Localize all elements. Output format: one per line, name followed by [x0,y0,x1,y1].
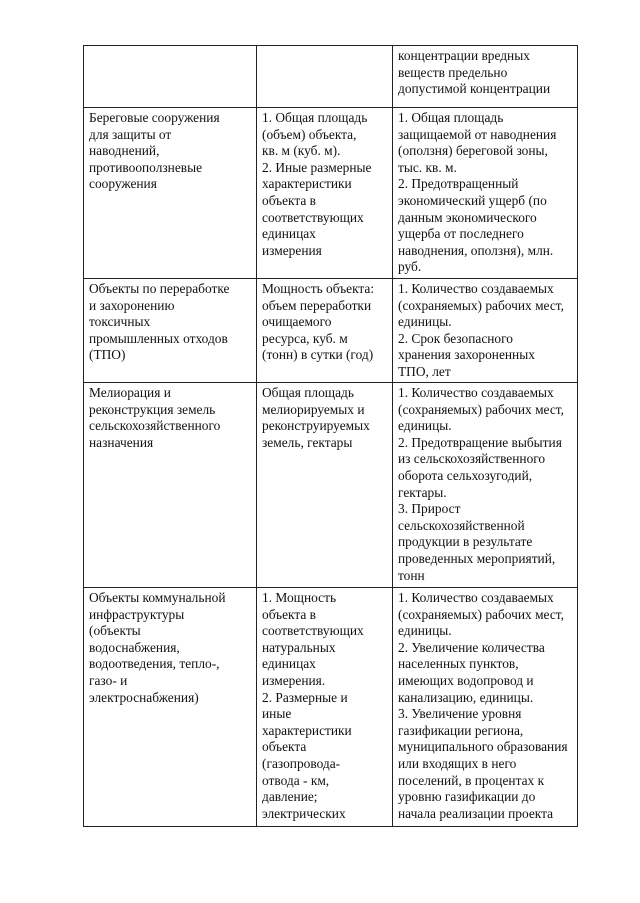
cell-text-line: тонн [398,567,425,583]
object-type-cell [84,588,257,827]
cell-text-line: 3. Увеличение уровня [398,706,522,722]
cell-text-line: измерения [262,242,322,258]
cell-text-line: характеристики [262,176,352,192]
cell-text-line: электрических [262,805,346,821]
table-row [84,588,578,827]
cell-text-line: единицы. [398,418,452,434]
cell-text-line: ТПО, лет [398,363,451,379]
object-type-cell [84,108,257,279]
cell-text-line: отвода - км, [262,772,330,788]
cell-text-line: канализацию, единицы. [398,689,534,705]
cell-text-line: натуральных [262,639,336,655]
cell-text-line: Объекты коммунальной [89,590,226,605]
cell-text-line: населенных пунктов, [398,656,519,672]
object-type-cell [84,279,257,383]
cell-text-line: (сохраняемых) рабочих мест, [398,606,564,622]
capacity-cell [257,108,393,279]
cell-text-line: реконструкция земель [89,401,216,417]
cell-text-line: (объекты [89,623,141,639]
cell-text-line: газификации региона, [398,722,524,738]
cell-text-line: единицах [262,656,316,672]
cell-text-line: наводнения, оползня), млн. [398,242,554,258]
cell-text-line: назначения [89,434,154,450]
cell-text-line: руб. [398,259,422,275]
table-row [84,383,578,588]
cell-text-line: (сохраняемых) рабочих мест, [398,297,564,313]
cell-text-line: 2. Увеличение количества [398,639,545,655]
cell-text-line: газо- и [89,672,128,688]
cell-text-line: единицы. [398,314,452,330]
cell-text-line: объекта [262,739,307,755]
cell-text-line: 1. Мощность [262,590,337,605]
cell-text-line: Мелиорация и [89,385,171,400]
cell-text-line: Общая площадь [262,385,354,400]
cell-text-line: уровню газификации до [398,789,536,805]
cell-text-line: объекта в [262,606,317,622]
cell-text-line: или входящих в него [398,755,517,771]
cell-text-line: сельскохозяйственного [89,418,221,434]
cell-text-line: Мощность объекта: [262,281,375,296]
cell-text-line: единицы. [398,623,452,639]
object-type-cell [84,383,257,588]
cell-text-line: хранения захороненных [398,347,535,363]
cell-text-line: проведенных мероприятий, [398,550,556,566]
cell-text-line: веществ предельно [398,64,508,80]
cell-text-line: 1. Количество создаваемых [398,281,554,296]
indicator-cell [393,588,578,827]
cell-text-line: земель, гектары [262,434,353,450]
cell-text-line: (газопровода- [262,755,341,771]
cell-text-line: очищаемого [262,314,332,330]
cell-text-line: допустимой концентрации [398,81,551,97]
cell-text-line: давление; [262,789,318,805]
cell-text-line: водоснабжения, [89,639,180,655]
indicator-cell [393,108,578,279]
cell-text-line: единицах [262,226,316,242]
cell-text-line: 2. Размерные и [262,689,348,705]
cell-text-line: Береговые сооружения [89,110,220,125]
capacity-cell [257,588,393,827]
cell-text-line: соответствующих [262,209,364,225]
cell-text-line: 1. Количество создаваемых [398,385,554,400]
table-row [84,279,578,383]
cell-text-line: защищаемой от наводнения [398,126,557,142]
cell-text-line: (оползня) береговой зоны, [398,143,548,159]
cell-text-line: 1. Общая площадь [398,110,504,125]
cell-text-line: ресурса, куб. м [262,330,348,346]
cell-text-line: инфраструктуры [89,606,185,622]
indicator-cell [393,279,578,383]
cell-text-line: 3. Прирост [398,501,461,517]
object-type-cell [84,46,257,108]
cell-text-line: водоотведения, тепло-, [89,656,220,672]
cell-text-line: (сохраняемых) рабочих мест, [398,401,564,417]
cell-text-line: промышленных отходов [89,330,228,346]
table-body [84,46,578,827]
capacity-cell [257,383,393,588]
cell-text-line: (объем) объекта, [262,126,357,142]
cell-text-line: 2. Предотвращенный [398,176,519,192]
cell-text-line: характеристики [262,722,352,738]
table-row [84,108,578,279]
cell-text-line: соответствующих [262,623,364,639]
cell-text-line: ущерба от последнего [398,226,524,242]
cell-text-line: иные [262,706,292,722]
cell-text-line: гектары. [398,484,447,500]
cell-text-line: экономический ущерб (по [398,192,547,208]
document-table [83,45,578,827]
cell-text-line: из сельскохозяйственного [398,451,546,467]
cell-text-line: сооружения [89,176,157,192]
capacity-cell [257,46,393,108]
cell-text-line: кв. м (куб. м). [262,143,341,159]
cell-text-line: поселений, в процентах к [398,772,545,788]
indicator-cell [393,383,578,588]
indicator-cell [393,46,578,108]
cell-text-line: 1. Общая площадь [262,110,368,125]
cell-text-line: оборота сельхозугодий, [398,467,533,483]
cell-text-line: данным экономического [398,209,537,225]
cell-text-line: муниципального образования [398,739,568,755]
cell-text-line: начала реализации проекта [398,805,554,821]
capacity-cell [257,279,393,383]
cell-text-line: 2. Предотвращение выбытия [398,434,562,450]
cell-text-line: объекта в [262,192,317,208]
cell-text-line: (ТПО) [89,347,126,363]
cell-text-line: (тонн) в сутки (год) [262,347,374,363]
cell-text-line: 2. Иные размерные [262,159,372,175]
cell-text-line: сельскохозяйственной [398,517,525,533]
cell-text-line: электроснабжения) [89,689,199,705]
cell-text-line: 2. Срок безопасного [398,330,513,346]
cell-text-line: измерения. [262,672,326,688]
cell-text-line: тыс. кв. м. [398,159,457,175]
cell-text-line: продукции в результате [398,534,533,550]
cell-text-line: токсичных [89,314,151,330]
cell-text-line: для защиты от [89,126,172,142]
cell-text-line: имеющих водопровод и [398,672,534,688]
cell-text-line: мелиорируемых и [262,401,365,417]
cell-text-line: концентрации вредных [398,48,530,63]
cell-text-line: и захоронению [89,297,175,313]
cell-text-line: реконструируемых [262,418,370,434]
cell-text-line: объем переработки [262,297,372,313]
cell-text-line: 1. Количество создаваемых [398,590,554,605]
table-row [84,46,578,108]
cell-text-line: Объекты по переработке [89,281,230,296]
cell-text-line: противооползневые [89,159,203,175]
cell-text-line: наводнений, [89,143,160,159]
